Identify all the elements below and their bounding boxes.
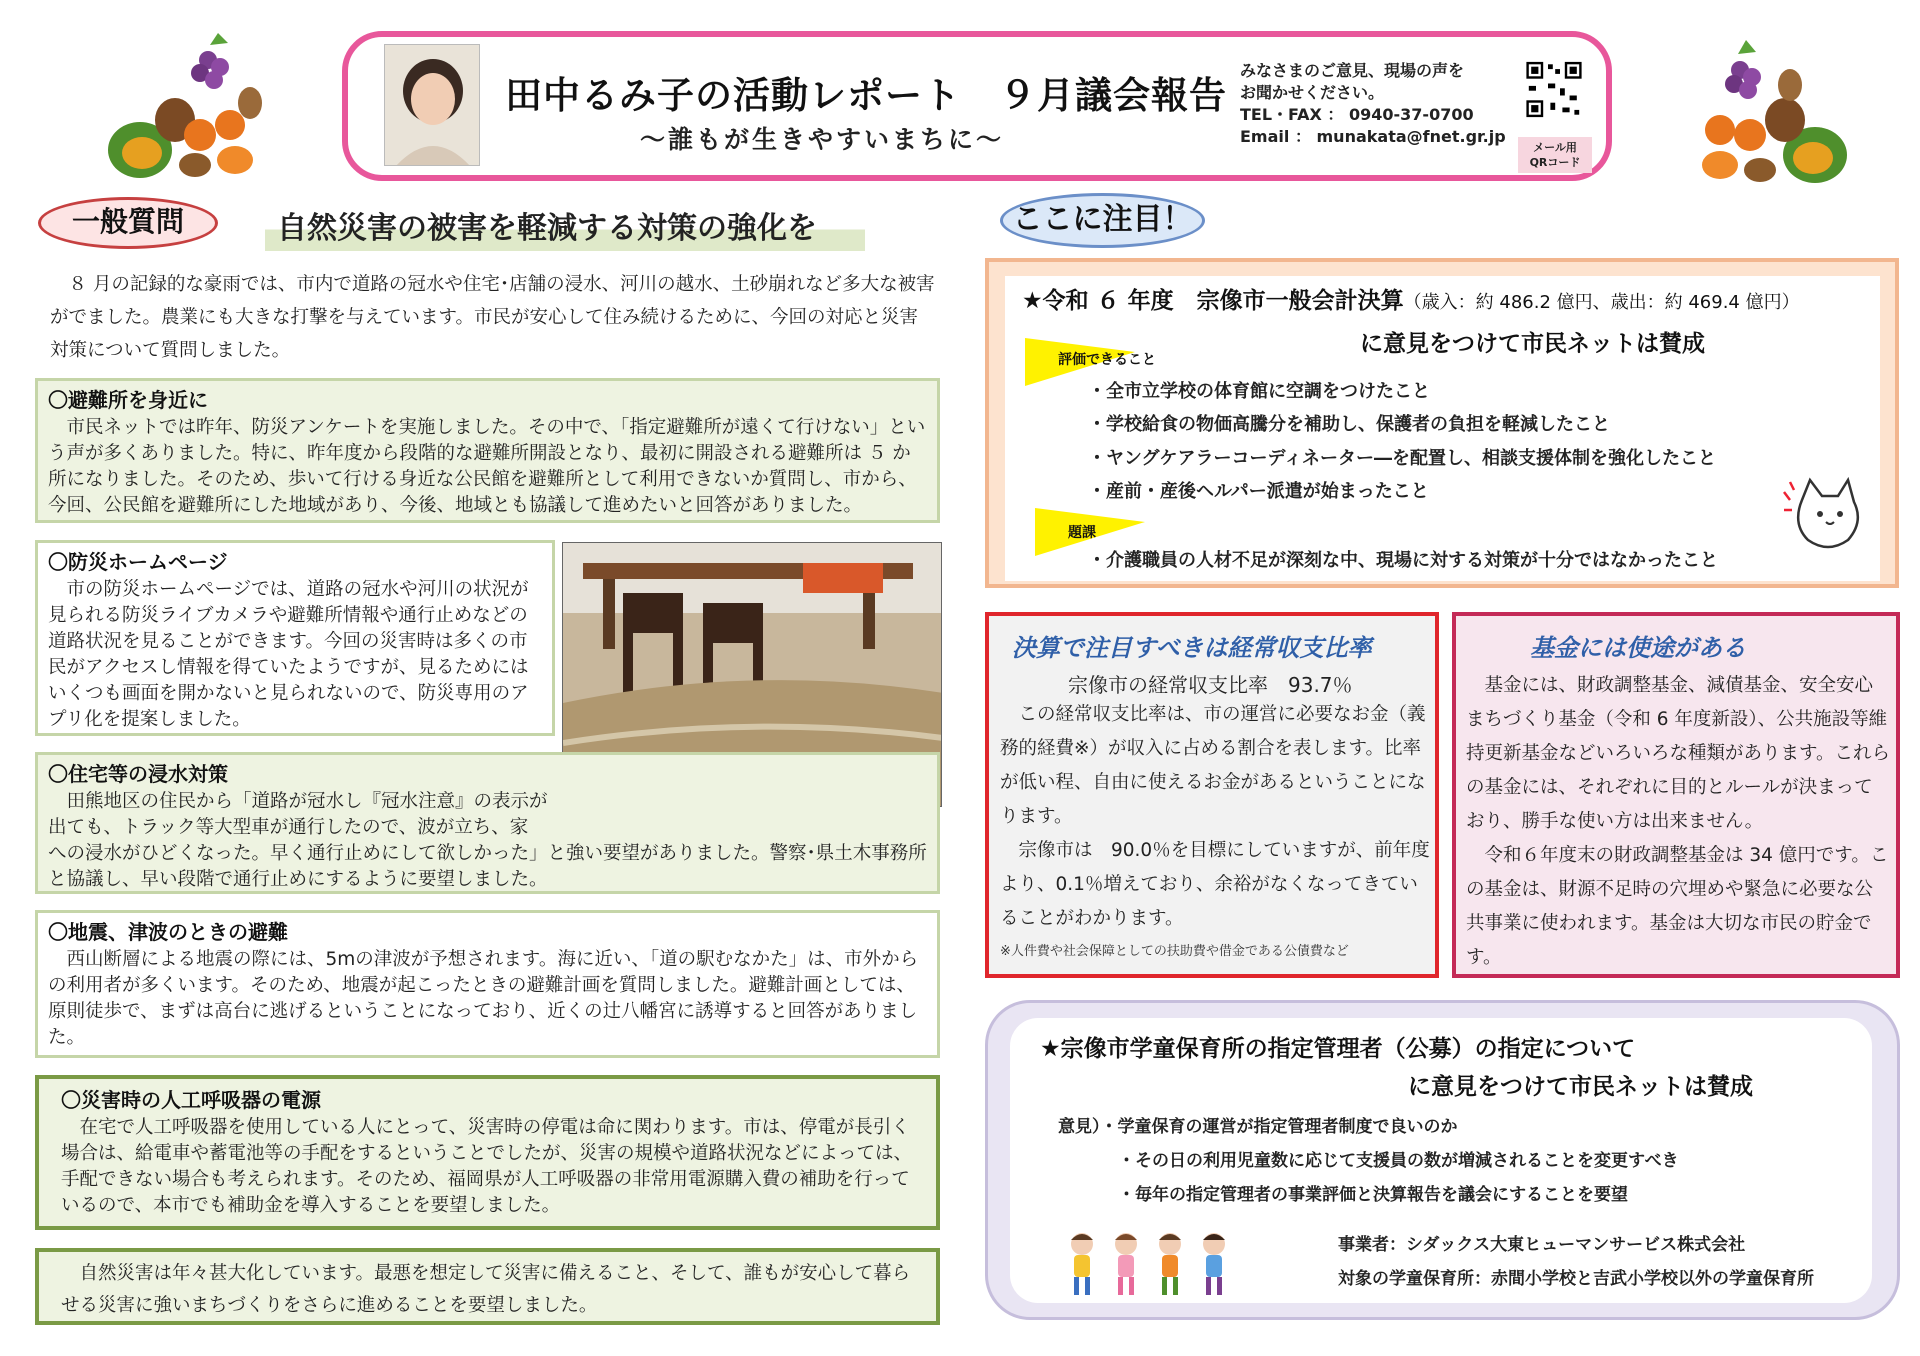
- author-portrait: [384, 44, 480, 166]
- fund-title: 基金には使途がある: [1530, 634, 1746, 662]
- qr-label-line1: メール用: [1533, 141, 1577, 154]
- children-illustration: [1060, 1228, 1240, 1303]
- section-title: 〇避難所を身近に: [48, 388, 208, 412]
- report-subtitle: ～誰もが生きやすいまちに～: [640, 125, 1005, 154]
- contact-message-1: みなさまのご意見、現場の声を: [1240, 61, 1465, 80]
- section-body: 市民ネットでは昨年、防災アンケートを実施しました。その中で、「指定避難所が遠くて行けない」という声が多くありました。特に、昨年度から段階的な避難所開設となり、最初に開設される避難所は ５ か所になりました。そのため、歩いて行ける身近な公民館を避難所として利用できないか質問し、市から、今回、公民館を避難所にした地域があり、今後、地域とも協議して進めたいと回答がありました。: [48, 417, 926, 516]
- fund-body: 基金には、財政調整基金、減債基金、安全安心まちづくり基金（令和 6 年度新設）、公共施設等維持更新基金などいろいろな種類があります。これらの基金には、それぞれに目的とルールが決まっており、勝手な使い方は出来ません。 令和６年度末の財政調整基金は 34 億円です。この基金は、財源不足時の穴埋めや緊急に必要な公共事業に使われます。基金は大切な市民の貯金です。: [1466, 675, 1891, 968]
- disaster-heading: 自然災害の被害を軽減する対策の強化を: [265, 203, 865, 251]
- opinion-item: 意見）・学童保育の運営が指定管理者制度で良いのか: [1058, 1117, 1458, 1137]
- section-body: 在宅で人工呼吸器を使用している人にとって、災害時の停電は命に関わります。市は、停電が長引く場合は、給電車や蓄電池等の手配をするということでしたが、災害の規模や道路状況などによっては、手配できない場合も考えられます。そのため、福岡県が人工呼吸器の非常用電源購入費の補助を行っているので、本市でも補助金を導入することを要望しました。: [61, 1117, 913, 1216]
- qr-code-icon[interactable]: [1524, 52, 1584, 127]
- ratio-title: 決算で注目すべきは経常収支比率: [1012, 634, 1372, 662]
- ratio-footnote: ※人件費や社会保障としての扶助費や借金である公債費など: [1000, 944, 1349, 959]
- intro-paragraph: ８ 月の記録的な豪雨では、市内で道路の冠水や住宅･店舗の浸水、河川の越水、土砂崩れなど多大な被害がでました。農業にも大きな打撃を与えています。市民が安心して住み続けるために、今回の対応と災害対策について質問しました。: [50, 274, 935, 361]
- eval-item: ・学校給食の物価高騰分を補助し、保護者の負担を軽減したこと: [1088, 414, 1610, 435]
- contact-email[interactable]: Email ： munakata@fnet.gr.jp: [1240, 127, 1506, 146]
- closing-text: 自然災害は年々甚大化しています。最悪を想定して災害に備えること、そして、誰もが安心して暮らせる災害に強いまちづくりをさらに進めることを要望しました。: [61, 1263, 911, 1316]
- qr-label-line2: QRコード: [1529, 156, 1581, 169]
- eval-label: 評価できること: [1058, 352, 1156, 368]
- section-body-part1: 田熊地区の住民から「道路が冠水し『冠水注意』の表示が出ても、トラック等大型車が通行したので、波が立ち、家: [48, 791, 548, 838]
- eval-item: ・全市立学校の体育館に空調をつけたこと: [1088, 381, 1430, 402]
- ratio-value: 宗像市の経常収支比率 93.7％: [1068, 673, 1353, 697]
- target-facilities: 対象の学童保育所：赤間小学校と吉武小学校以外の学童保育所: [1338, 1269, 1814, 1289]
- section-flood-measures: [35, 752, 940, 894]
- section-title: 〇地震、津波のときの避難: [48, 920, 288, 944]
- section-tag-general-question: 一般質問: [38, 197, 218, 249]
- section-body: 西山断層による地震の際には、5mの津波が予想されます。海に近い、「道の駅むなかた」は、市外からの利用者が多くいます。そのため、地震が起こったときの避難計画を質問しました。避難計画としては、原則徒歩で、まずは高台に逃げるということになっており、近くの辻八幡宮に誘導すると回答がありました。: [48, 949, 919, 1048]
- opinion-item: ・その日の利用児童数に応じて支援員の数が増減されることを変更すべき: [1118, 1151, 1679, 1171]
- section-disaster-homepage: [35, 540, 555, 736]
- closing-box: [35, 1248, 940, 1325]
- after-school-care-title: ★宗像市学童保育所の指定管理者（公募）の指定について: [1040, 1036, 1636, 1062]
- ratio-body: この経常収支比率は、市の運営に必要なお金（義務的経費※）が収入に占める割合を表します。比率が低い程、自由に使えるお金があるということになります。 宗像市は 90.0％を目標にしていますが、前年度より、0.1％増えており、余裕がなくなってきていることがわかります。: [1000, 704, 1430, 929]
- autumn-fruit-illustration-left: [100, 25, 270, 195]
- contact-info: [1240, 60, 1510, 148]
- issue-label: 題課: [1068, 525, 1096, 541]
- operator-info: 事業者：シダックス大東ヒューマンサービス株式会社: [1338, 1235, 1746, 1255]
- qr-code-label: [1518, 137, 1592, 173]
- section-title: 〇災害時の人工呼吸器の電源: [61, 1088, 321, 1112]
- issue-item: ・介護職員の人材不足が深刻な中、現場に対する対策が十分ではなかったこと: [1088, 550, 1718, 571]
- budget-title: [1022, 282, 1800, 315]
- budget-title-main: ★令和 ６ 年度 宗像市一般会計決算: [1022, 288, 1404, 314]
- report-title: 田中るみ子の活動レポート ９月議会報告: [505, 74, 1227, 117]
- contact-message-2: お聞かせください。: [1240, 83, 1385, 102]
- cat-icon: [1782, 470, 1872, 560]
- eval-item: ・産前・産後ヘルパー派遣が始まったこと: [1088, 481, 1429, 502]
- section-evacuation-shelter: [35, 378, 940, 523]
- after-school-care-title-line2: に意見をつけて市民ネットは賛成: [1408, 1074, 1753, 1100]
- section-body-part2: への浸水がひどくなった。早く通行止めにして欲しかった」と強い要望がありました。警察･県土木事務所と協議し、早い段階で通行止めにするように要望しました。: [48, 843, 927, 890]
- section-tag-highlight: ここに注目！: [1000, 193, 1205, 248]
- contact-tel: TEL・FAX ： 0940-37-0700: [1240, 105, 1474, 124]
- section-ventilator-power: [35, 1075, 940, 1230]
- eval-item: ・ヤングケアラーコーディネーター―を配置し、相談支援体制を強化したこと: [1088, 448, 1717, 469]
- section-title: 〇住宅等の浸水対策: [48, 762, 228, 786]
- budget-title-amounts: （歳入：約 486.2 億円、歳出：約 469.4 億円）: [1403, 292, 1800, 313]
- section-earthquake-tsunami: [35, 910, 940, 1058]
- budget-title-line2: に意見をつけて市民ネットは賛成: [1360, 331, 1705, 357]
- section-title: 〇防災ホームページ: [48, 550, 228, 574]
- section-body: 市の防災ホームページでは、道路の冠水や河川の状況が見られる防災ライブカメラや避難所情報や通行止めなどの道路状況を見ることができます。今回の災害時は多くの市民がアクセスし情報を得ていたようですが、見るためにはいくつも画面を開かないと見られないので、防災専用のアプリ化を提案しました。: [48, 579, 529, 730]
- opinion-item: ・毎年の指定管理者の事業評価と決算報告を議会にすることを要望: [1118, 1185, 1628, 1205]
- autumn-fruit-illustration-right: [1690, 30, 1855, 195]
